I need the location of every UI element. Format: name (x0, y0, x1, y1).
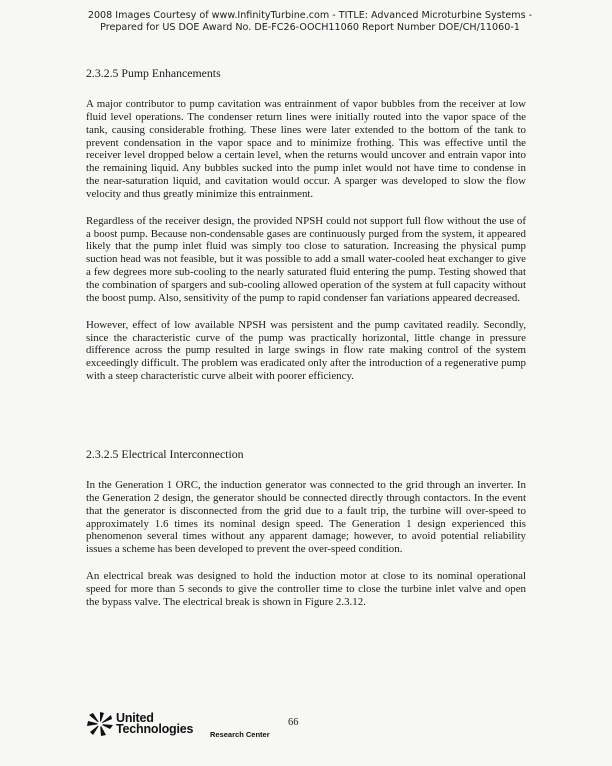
logo-text-technologies: Technologies (116, 722, 194, 736)
pinwheel-logo-icon (86, 711, 114, 737)
paragraph-pump-3: However, effect of low available NPSH was persistent and the pump cavitated readily. Secondly, since the characteristic curve of the pump was practically horizontal, little change in pressure difference across the pump resulted in large swings in flow rate making control of the system exceedingly difficult. The problem was eradicated only after the introduction of a regenerative pump with a steep characteristic curve albeit with poorer efficiency. (86, 318, 526, 383)
united-technologies-logo (86, 711, 193, 737)
paragraph-pump-2: Regardless of the receiver design, the provided NPSH could not support full flow without the use of a boost pump. Because non-condensable gases are continuously purged from the system, it appeared likely that the pump inlet fluid was simply too close to saturation. Increasing the physical pump suction head was not feasible, but it was possible to add a small water-cooled heat exchanger to give a few degrees more sub-cooling to the nearly saturated fluid entering the pump. Testing showed that the combination of spargers and sub-cooling allowed operation of the system at full capacity without the boost pump. Also, sensitivity of the pump to rapid condenser fan variations appeared decreased. (86, 214, 526, 304)
section-heading-electrical: 2.3.2.5 Electrical Interconnection (86, 447, 244, 461)
header-line-1: 2008 Images Courtesy of www.InfinityTurbine.com - TITLE: Advanced Microturbine Systems - (87, 10, 533, 21)
page-number: 66 (288, 717, 299, 728)
paragraph-electrical-1: In the Generation 1 ORC, the induction generator was connected to the grid through an inverter. In the Generation 2 design, the generator should be connected directly through contactors. In the event that the generator is disconnected from the grid due to a fault trip, the turbine will over-speed to approximately 1.6 times its nominal design speed. The Generation 1 design experienced this phenomenon several times without any apparent damage; however, to avoid potential reliability issues a scheme has been developed to prevent the over-speed condition. (86, 479, 526, 556)
page-header (30, 10, 590, 34)
section-heading-pump: 2.3.2.5 Pump Enhancements (86, 66, 221, 80)
research-center-label: Research Center (210, 730, 270, 739)
paragraph-electrical-2: An electrical break was designed to hold the induction motor at close to its nominal operational speed for more than 5 seconds to give the controller time to close the turbine inlet valve and open the bypass valve. The electrical break is shown in Figure 2.3.12. (86, 570, 526, 608)
logo-text-united: United (116, 711, 154, 725)
paragraph-pump-1: A major contributor to pump cavitation was entrainment of vapor bubbles from the receiver at low fluid level operations. The condenser return lines were initially routed into the vapor space of the tank, causing considerable frothing. These lines were later extended to the bottom of the tank to prevent condensation in the vapor space and to minimize frothing. This was effective until the receiver level dropped below a certain level, when the returns would uncover and entrain vapor into the remaining liquid. Any bubbles sucked into the pump inlet would not have time to condense in the near-saturation liquid, and cavitation would occur. A sparger was developed to slow the flow velocity and thus greatly minimize this entrainment. (86, 98, 526, 200)
section-pump-enhancements (86, 66, 526, 383)
header-line-2: Prepared for US DOE Award No. DE-FC26-OOCH11060 Report Number DOE/CH/11060-1 (100, 22, 520, 33)
section-electrical-interconnection (86, 447, 526, 609)
